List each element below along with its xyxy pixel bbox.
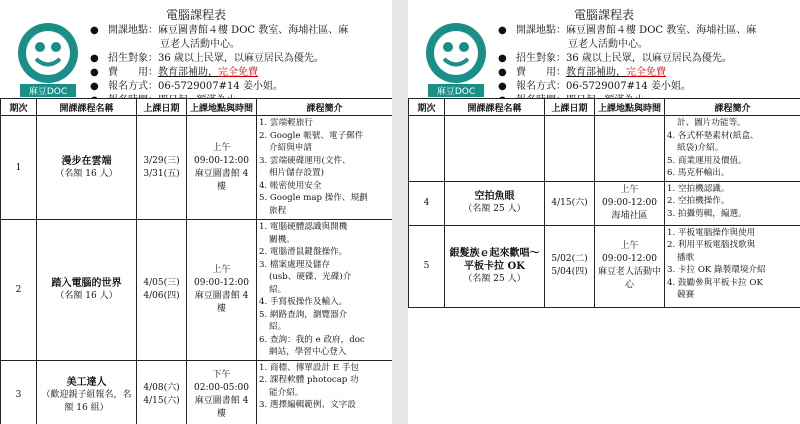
header-intro: 課程簡介: [257, 99, 393, 116]
header-name: 開課課程名稱: [445, 99, 545, 116]
date-cell: 4/15(六): [545, 181, 595, 225]
table-row: [1, 116, 393, 220]
doc-logo: [422, 20, 490, 98]
row-no: 3: [1, 360, 37, 424]
place-cell: [595, 116, 665, 182]
logo-text: 麻豆DOC: [436, 87, 476, 97]
header-date: 上課日期: [545, 99, 595, 116]
info-signup: ● 報名方式：06-5729007#14 姜小姐。: [498, 81, 691, 92]
logo-text: 麻豆DOC: [28, 87, 68, 97]
date-cell: [545, 116, 595, 182]
place-cell: 上午 09:00-12:00 麻豆圖書館 4 樓: [187, 116, 257, 220]
doc-title: 電腦課程表: [573, 8, 634, 22]
row-no: 5: [409, 225, 445, 307]
intro-cell: 1. 電腦硬體認識與開機 關機。 2. 電腦滑鼠鍵盤操作。 3. 檔案處理及儲存 (usb、硬碟、光碟)介 紹。 4. 手寫板操作及輸入。 5. 網路查詢，瀏覽器介 紹。 6. 查詢：我的 e 政府，doc 網站，學習中心登入: [257, 220, 393, 361]
header-place: 上課地點與時間: [595, 99, 665, 116]
header-date: 上課日期: [137, 99, 187, 116]
info-target: ● 招生對象：36 歲以上民眾，以麻豆居民為優先。: [498, 53, 732, 64]
info-list: [498, 24, 796, 108]
date-cell: 4/05(三) 4/06(四): [137, 220, 187, 361]
info-signup: ● 報名方式：06-5729007#14 姜小姐。: [90, 81, 283, 92]
page-gap: [392, 0, 408, 424]
place-cell: 上午 09:00-12:00 麻豆老人活動中心: [595, 225, 665, 307]
document-page-right: [408, 0, 800, 424]
header-intro: 課程簡介: [665, 99, 800, 116]
course-name-cell: [445, 116, 545, 182]
course-name-cell: 踏入電腦的世界 （名額 16 人）: [37, 220, 137, 361]
date-cell: 4/08(六) 4/15(六): [137, 360, 187, 424]
course-name-cell: 美工達人 （歡迎親子組報名，名額 16 組）: [37, 360, 137, 424]
table-row: [1, 360, 393, 424]
info-fee: ● 費 用：教育部補助，完全免費: [90, 67, 258, 78]
date-cell: 3/29(三) 3/31(五): [137, 116, 187, 220]
course-name-cell: 漫步在雲端 （名額 16 人）: [37, 116, 137, 220]
row-no: 4: [409, 181, 445, 225]
table-header-row: [1, 99, 393, 116]
intro-cell: 1. 空拍機認識。 2. 空拍機操作。 3. 拍攝剪輯，編選。: [665, 181, 800, 225]
info-target: ● 招生對象：36 歲以上民眾，以麻豆居民為優先。: [90, 53, 324, 64]
date-cell: 5/02(二) 5/04(四): [545, 225, 595, 307]
schedule-table-left: [0, 98, 392, 424]
course-name-cell: 銀髮族ｅ起來歡唱～平板卡拉 OK （名額 25 人）: [445, 225, 545, 307]
place-cell: 上午 09:00-12:00 海埔社區: [595, 181, 665, 225]
table-row: [409, 181, 800, 225]
info-location: ● 開課地點：麻豆圖書館４樓 DOC 教室、海埔社區、麻 豆老人活動中心。: [498, 25, 757, 50]
row-no: 2: [1, 220, 37, 361]
place-cell: 上午 09:00-12:00 麻豆圖書館 4 樓: [187, 220, 257, 361]
info-location: ● 開課地點：麻豆圖書館４樓 DOC 教室、海埔社區、麻 豆老人活動中心。: [90, 25, 349, 50]
header-place: 上課地點與時間: [187, 99, 257, 116]
table-row: [409, 225, 800, 307]
row-no: 1: [1, 116, 37, 220]
header-no: 期次: [1, 99, 37, 116]
info-fee: ● 費 用：教育部補助，完全免費: [498, 67, 666, 78]
place-cell: 下午 02:00-05:00 麻豆圖書館 4 樓: [187, 360, 257, 424]
header-no: 期次: [409, 99, 445, 116]
doc-title: 電腦課程表: [165, 8, 226, 22]
intro-cell: 1. 商標、傳單設計 E 手包 2. 課程軟體 photocap 功 能介紹。 3. 選擇編輯範例、文字設: [257, 360, 393, 424]
intro-cell: 1. 平板電腦操作與使用 2. 利用平板電腦找歌與 播歌 3. 卡拉 OK 錄製環境介紹 4. 鼓勵參與平板卡拉 OK 競賽: [665, 225, 800, 307]
table-header-row: [409, 99, 800, 116]
info-list: [90, 24, 388, 108]
schedule-table-right: [408, 98, 800, 308]
row-no: [409, 116, 445, 182]
doc-logo: [14, 20, 82, 98]
course-name-cell: 空拍魚眼 （名額 25 人）: [445, 181, 545, 225]
header-name: 開課課程名稱: [37, 99, 137, 116]
intro-cell: 1. 雲端輕旅行 2. Google 帳號、電子郵件 介紹與申請 3. 雲端硬碟運用(文件、 相片儲存設置) 4. 帳密使用安全 5. Google map 操作、規劃 旅程: [257, 116, 393, 220]
table-row: [1, 220, 393, 361]
intro-cell: 計、圖片功能等。 4. 各式杯墊素材(紙盒、 紙袋)介紹。 5. 商業運用及價值。 6. 馬克杯輸出。: [665, 116, 800, 182]
document-page-left: [0, 0, 392, 424]
table-row: [409, 116, 800, 182]
